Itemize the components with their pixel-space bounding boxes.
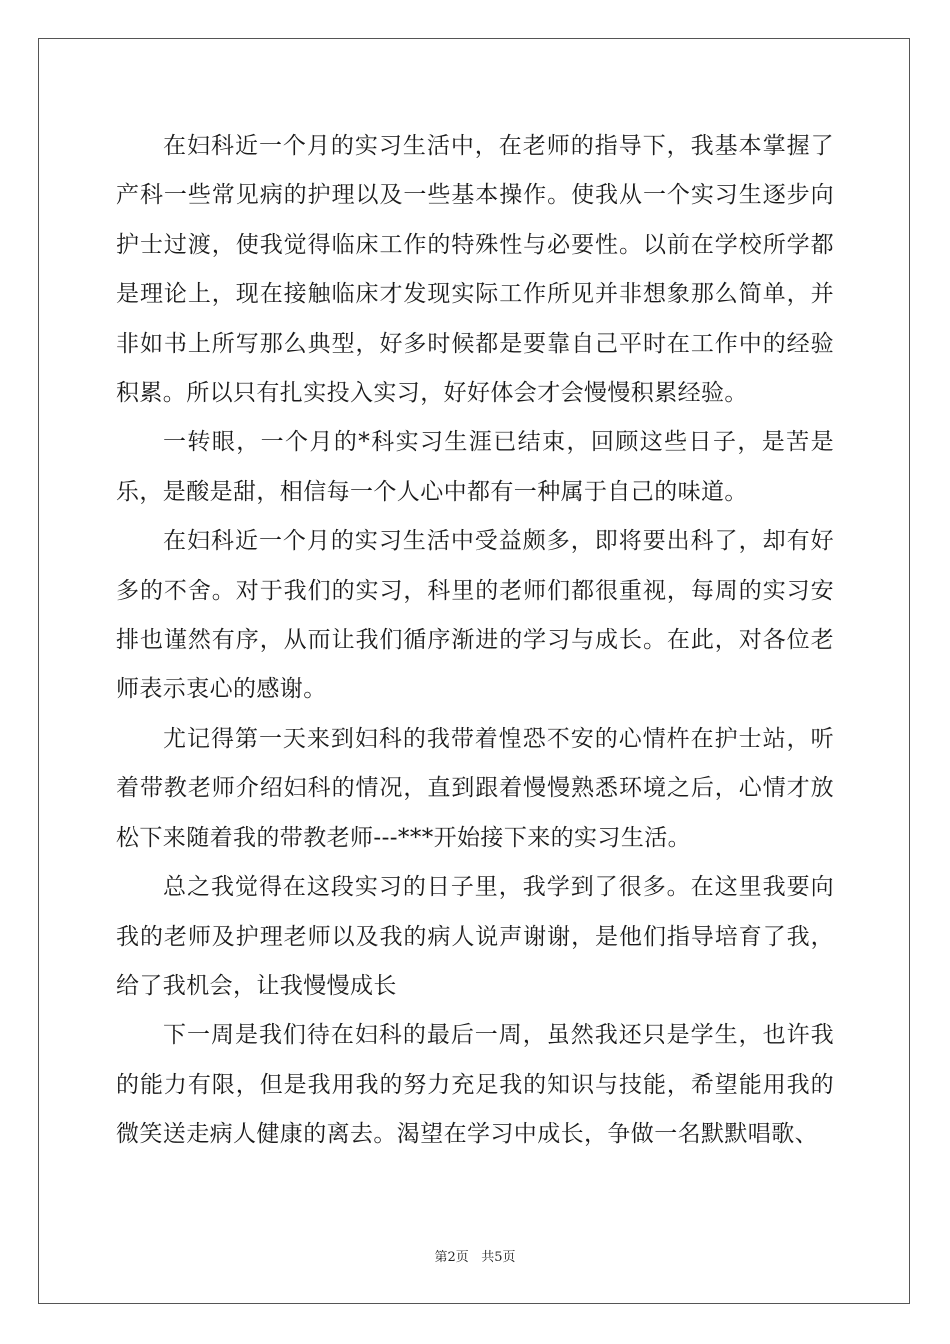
paragraph-6: 下一周是我们待在妇科的最后一周，虽然我还只是学生，也许我的能力有限，但是我用我的努力充足我的知识与技能，希望能用我的微笑送走病人健康的离去。渴望在学习中成长，争做一名默默唱歌、 [116,1022,834,1148]
paragraph-4: 尤记得第一天来到妇科的我带着惶恐不安的心情杵在护士站，听着带教老师介绍妇科的情况，直到跟着慢慢熟悉环境之后，心情才放松下来随着我的带教老师---***开始接下来的实习生活。 [116,725,834,851]
paragraph-2: 一转眼，一个月的*科实习生涯已结束，回顾这些日子，是苦是乐，是酸是甜，相信每一个人心中都有一种属于自己的味道。 [116,429,834,505]
page-footer [0,1246,950,1265]
paragraph-1: 在妇科近一个月的实习生活中，在老师的指导下，我基本掌握了产科一些常见病的护理以及一些基本操作。使我从一个实习生逐步向护士过渡，使我觉得临床工作的特殊性与必要性。以前在学校所学都是理论上，现在接触临床才发现实际工作所见并非想象那么简单，并非如书上所写那么典型，好多时候都是要靠自己平时在工作中的经验积累。所以只有扎实投入实习，好好体会才会慢慢积累经验。 [116,133,834,407]
document-body [116,122,834,1160]
paragraph-3: 在妇科近一个月的实习生活中受益颇多，即将要出科了，却有好多的不舍。对于我们的实习，科里的老师们都很重视，每周的实习安排也谨然有序，从而让我们循序渐进的学习与成长。在此，对各位老师表示衷心的感谢。 [116,528,834,703]
paragraph-5: 总之我觉得在这段实习的日子里，我学到了很多。在这里我要向我的老师及护理老师以及我的病人说声谢谢，是他们指导培育了我，给了我机会，让我慢慢成长 [116,874,834,999]
page-total: 共5页 [481,1250,516,1265]
page-number: 第2页 [434,1250,469,1265]
